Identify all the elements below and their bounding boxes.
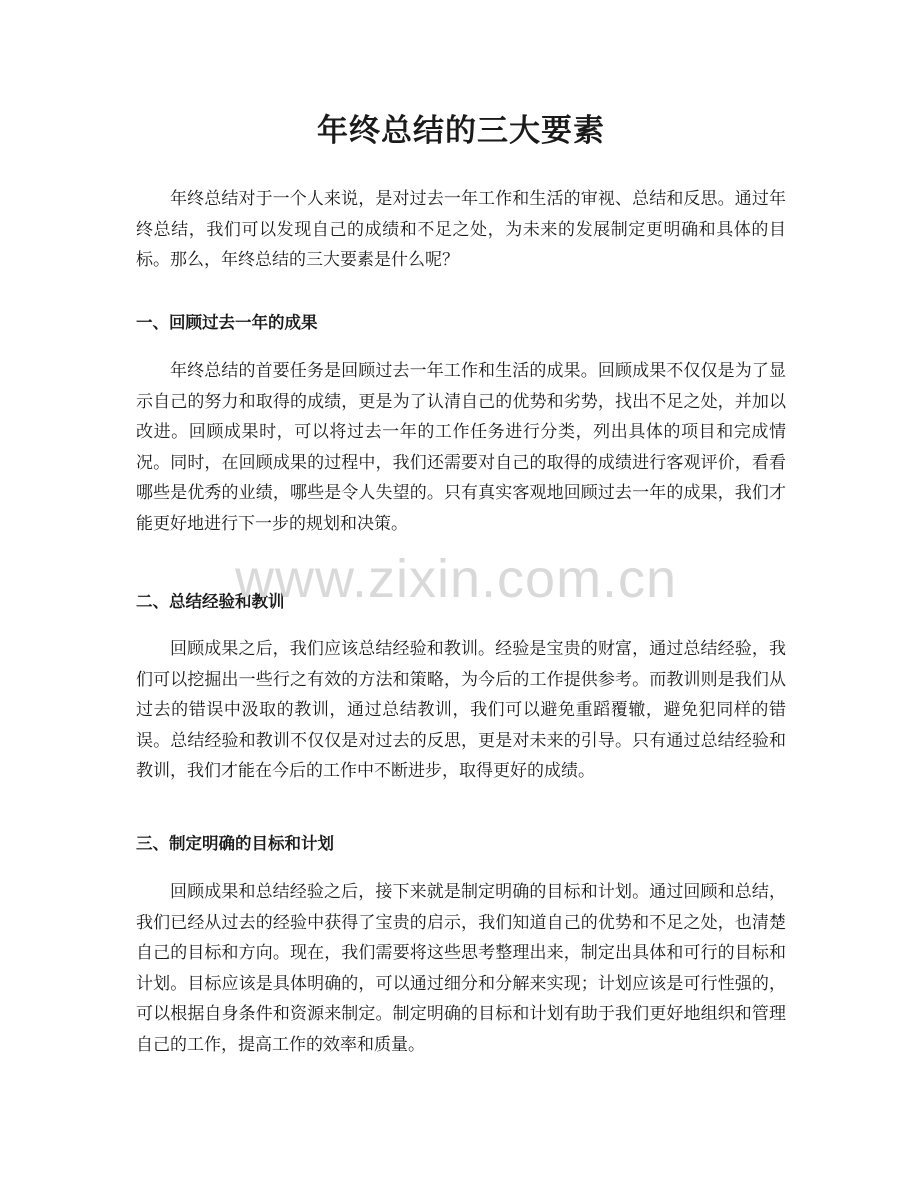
watermark-text: www.zixin.com.cn [235,549,678,609]
section-body-3: 回顾成果和总结经验之后，接下来就是制定明确的目标和计划。通过回顾和总结，我们已经从过去的经验中获得了宝贵的启示，我们知道自己的优势和不足之处，也清楚自己的目标和方向。现在，我们需要将这些思考整理出来，制定出具体和可行的目标和计划。目标应该是具体明确的，可以通过细分和分解来实现；计划应该是可行性强的，可以根据自身条件和资源来制定。制定明确的目标和计划有助于我们更好地组织和管理自己的工作，提高工作的效率和质量。 [136,882,786,1055]
section-heading-3: 三、制定明确的目标和计划 [136,834,334,853]
document-title: 年终总结的三大要素 [317,113,605,149]
section-heading-2: 二、总结经验和教训 [136,592,285,611]
section-body-2: 回顾成果之后，我们应该总结经验和教训。经验是宝贵的财富，通过总结经验，我们可以挖掘出一些行之有效的方法和策略，为今后的工作提供参考。而教训则是我们从过去的错误中汲取的教训，通过总结教训，我们可以避免重蹈覆辙，避免犯同样的错误。总结经验和教训不仅仅是对过去的反思，更是对未来的引导。只有通过总结经验和教训，我们才能在今后的工作中不断进步，取得更好的成绩。 [136,639,786,782]
intro-paragraph: 年终总结对于一个人来说，是对过去一年工作和生活的审视、总结和反思。通过年终总结，我们可以发现自己的成绩和不足之处，为未来的发展制定更明确和具体的目标。那么，年终总结的三大要素是什么呢？ [136,189,786,271]
section-heading-1: 一、回顾过去一年的成果 [136,313,318,332]
section-body-1: 年终总结的首要任务是回顾过去一年工作和生活的成果。回顾成果不仅仅是为了显示自己的努力和取得的成绩，更是为了认清自己的优势和劣势，找出不足之处，并加以改进。回顾成果时，可以将过去一年的工作任务进行分类，列出具体的项目和完成情况。同时，在回顾成果的过程中，我们还需要对自己的取得的成绩进行客观评价，看看哪些是优秀的业绩，哪些是令人失望的。只有真实客观地回顾过去一年的成果，我们才能更好地进行下一步的规划和决策。 [136,361,786,534]
